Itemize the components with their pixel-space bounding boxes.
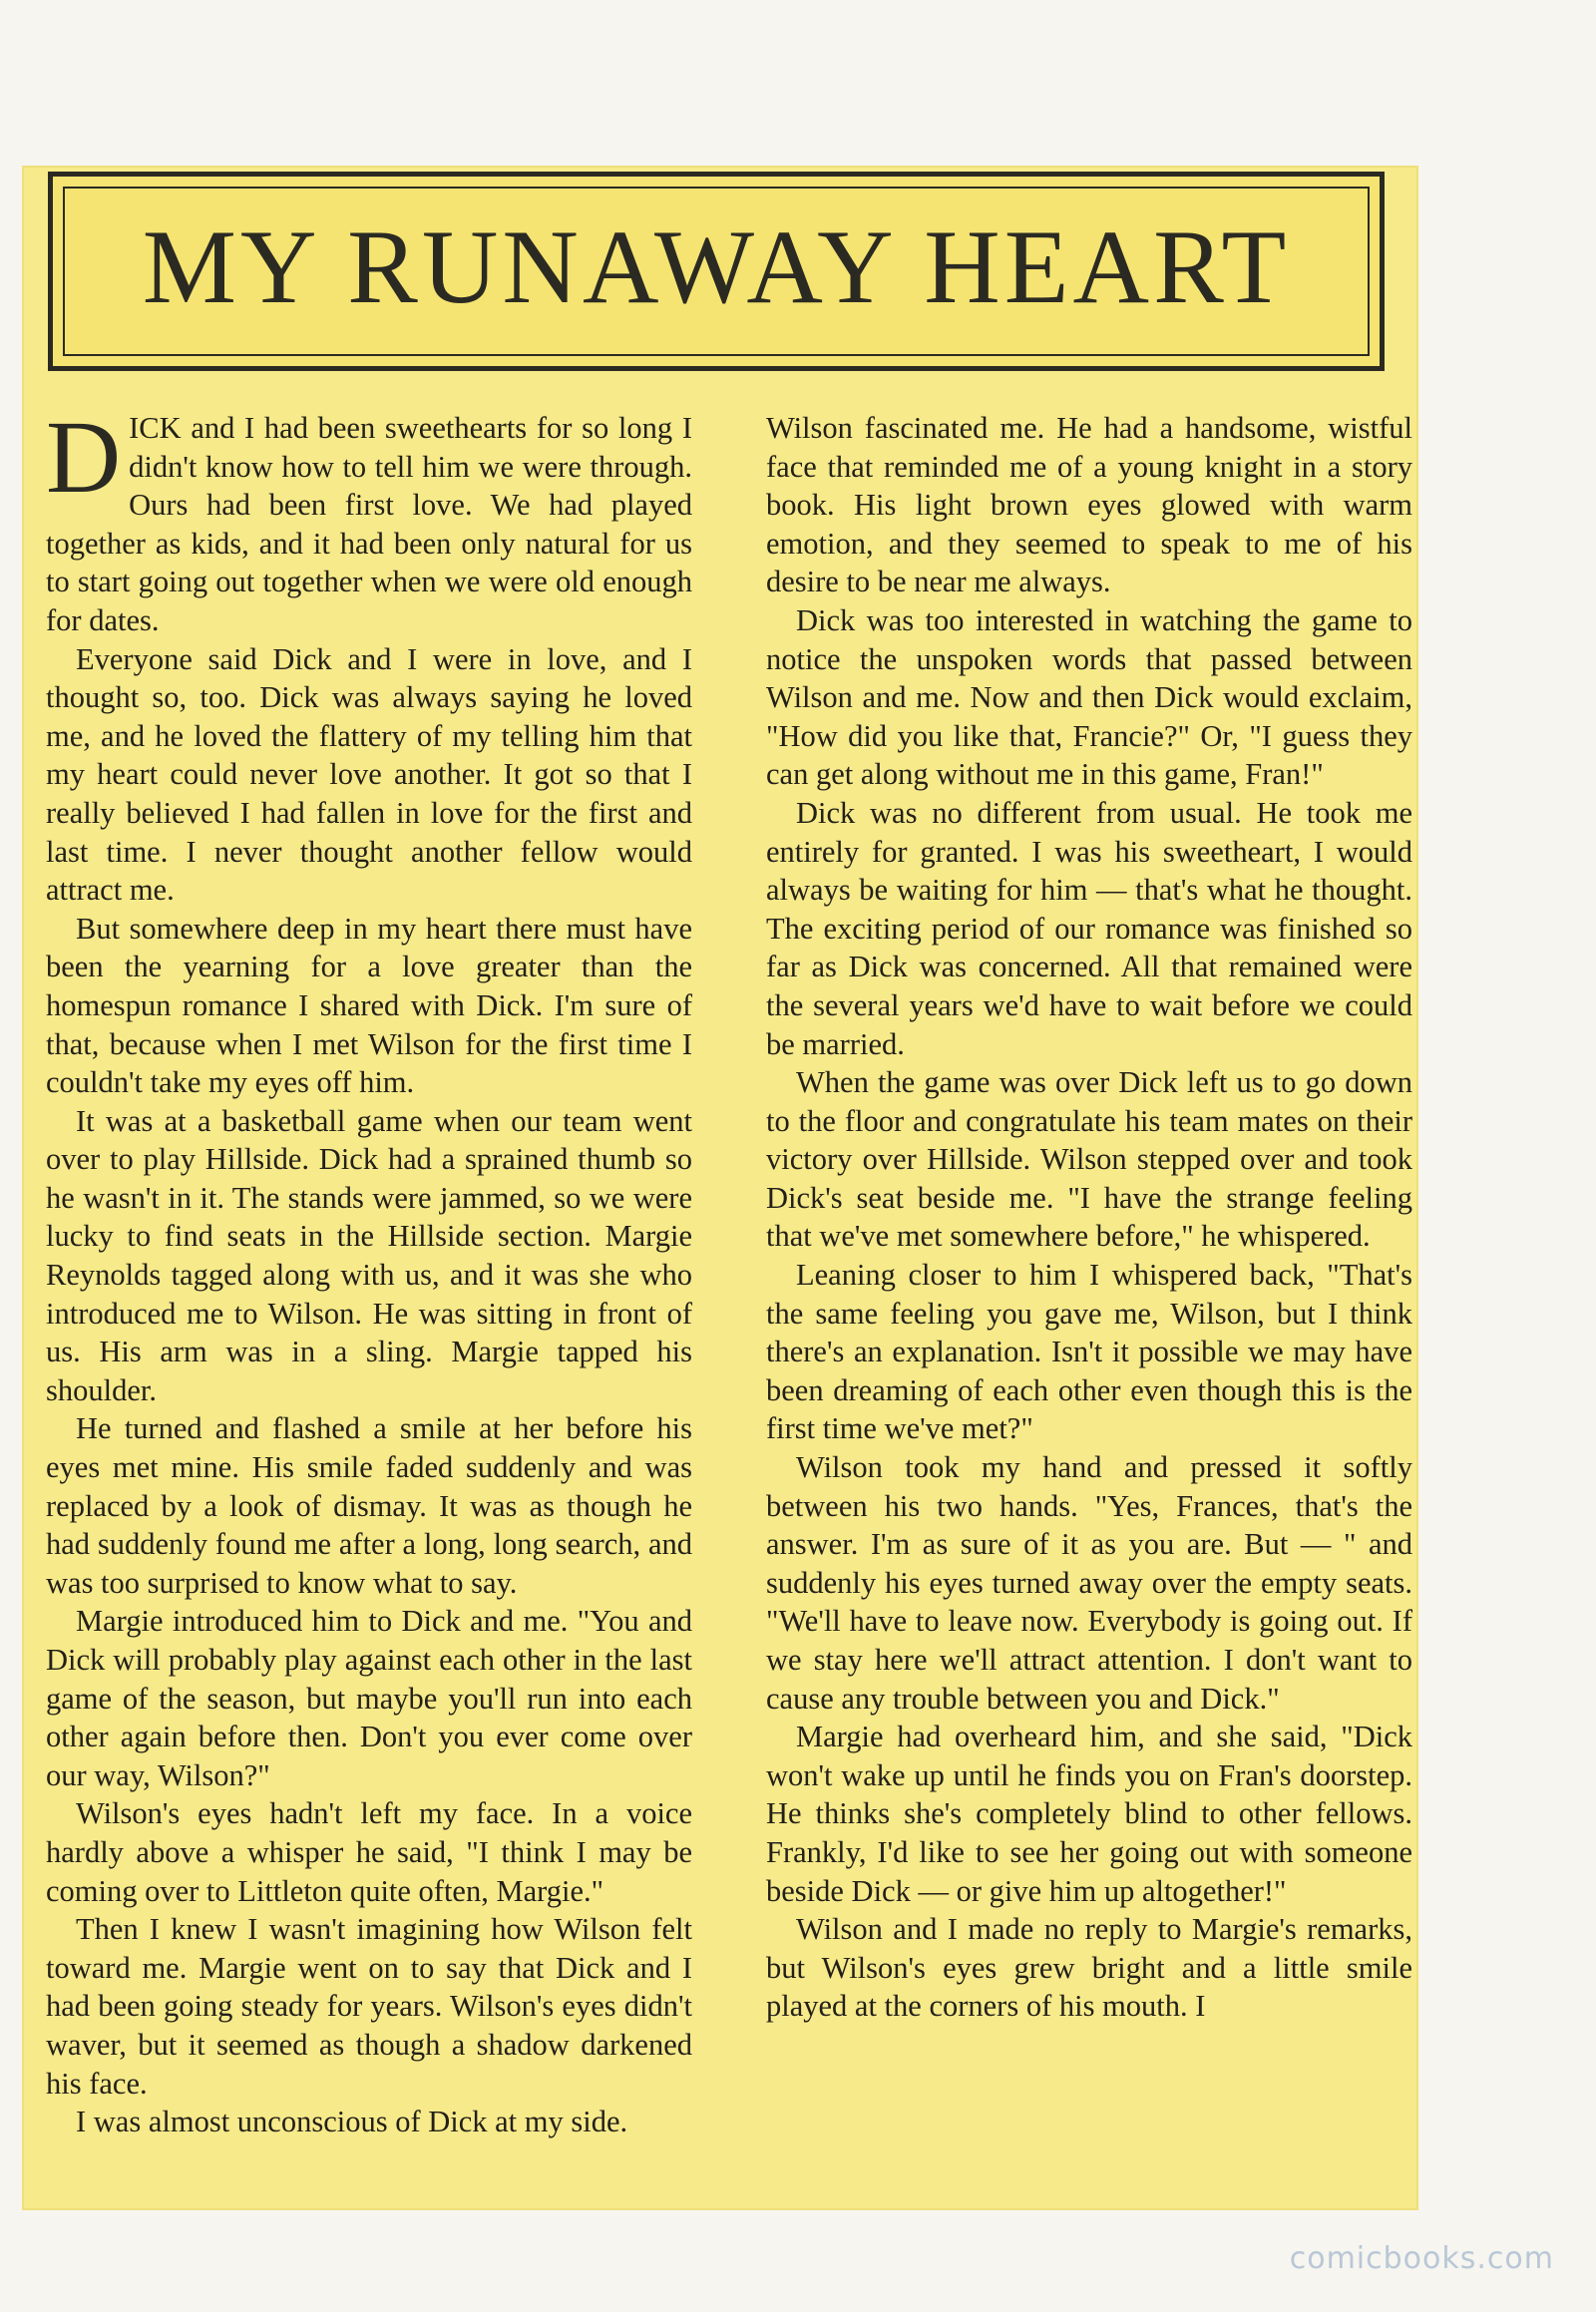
paragraph: Dick was too interested in watching the game to notice the unspoken words that passed between Wilson and me. Now and then Dick would exclaim, "How did you like that, Francie?" Or, "I guess they can get along without me in this game, Fran!" [766, 602, 1412, 792]
paragraph: It was at a basketball game when our team went over to play Hillside. Dick had a sprained thumb so he wasn't in it. The stands were jammed, so we were lucky to find seats in the Hillside section. Margie Reynolds tagged along with us, and it was she who introduced me to Wilson. He was sitting in front of us. His arm was in a sling. Margie tapped his shoulder. [46, 1103, 692, 1407]
watermark: comicbooks.com [1289, 2241, 1554, 2276]
paragraph: Wilson and I made no reply to Margie's remarks, but Wilson's eyes grew bright and a little smile played at the corners of his mouth. I [766, 1912, 1412, 2024]
paragraph: Margie introduced him to Dick and me. "You and Dick will probably play against each other in the last game of the season, but maybe you'll run into each other again before then. Don't you ever come over our way, Wilson?" [46, 1604, 692, 1792]
drop-cap: D [46, 400, 122, 515]
paragraph: Wilson's eyes hadn't left my face. In a voice hardly above a whisper he said, "I think I may be coming over to Littleton quite often, Margie." [46, 1796, 692, 1908]
paragraph: But somewhere deep in my heart there must have been the yearning for a love greater than the homespun romance I shared with Dick. I'm sure of that, because when I met Wilson for the first time I couldn't take my eyes off him. [46, 911, 692, 1100]
paragraph: Then I knew I wasn't imagining how Wilson felt toward me. Margie went on to say that Dick and I had been going steady for years. Wilson's eyes didn't waver, but it seemed as though a shadow darkened his face. [46, 1912, 692, 2101]
paragraph: I was almost unconscious of Dick at my side. [76, 2105, 628, 2139]
paragraph: He turned and flashed a smile at her before his eyes met mine. His smile faded suddenly and was replaced by a look of dismay. It was as though he had suddenly found me after a long, long search, and was too surprised to know what to say. [46, 1411, 692, 1600]
right-column [766, 409, 1412, 2026]
paragraph: Everyone said Dick and I were in love, and I thought so, too. Dick was always saying he loved me, and he loved the flattery of my telling him that my heart could never love another. It got so that I really believed I had fallen in love for the first and last time. I never thought another fellow would attract me. [46, 641, 692, 908]
paragraph: Wilson took my hand and pressed it softly between his two hands. "Yes, Frances, that's the answer. I'm as sure of it as you are. But — " and suddenly his eyes turned away over the empty seats. "We'll have to leave now. Everybody is going out. If we stay here we'll attract attention. I don't want to cause any trouble between you and Dick." [766, 1450, 1412, 1716]
story-page [22, 166, 1418, 2210]
left-column [46, 400, 692, 2141]
paragraph: Margie had overheard him, and she said, "Dick won't wake up until he finds you on Fran's doorstep. He thinks she's completely blind to other fellows. Frankly, I'd like to see her going out with someone beside Dick — or give him up altogether!" [766, 1720, 1412, 1908]
paragraph-text: ICK and I had been sweethearts for so long I didn't know how to tell him we were through. Ours had been first love. We had played together as kids, and it had been only natural for us to start going out together when we were old enough for dates. [46, 411, 692, 637]
paragraph: Dick was no different from usual. He took me entirely for granted. I was his sweetheart, I would always be waiting for him — that's what he thought. The exciting period of our romance was finished so far as Dick was concerned. All that remained were the several years we'd have to wait before we could be married. [766, 795, 1412, 1061]
paragraph: Leaning closer to him I whispered back, "That's the same feeling you gave me, Wilson, but I think there's an explanation. Isn't it possible we may have been dreaming of each other even though this is the first time we've met?" [766, 1258, 1412, 1446]
story-title: MY RUNAWAY HEART [142, 208, 1291, 325]
paragraph [46, 400, 692, 640]
title-box [48, 172, 1385, 371]
paragraph: When the game was over Dick left us to go down to the floor and congratulate his team mates on their victory over Hillside. Wilson stepped over and took Dick's seat beside me. "I have the strange feeling that we've met somewhere before," he whispered. [766, 1065, 1412, 1254]
paragraph: Wilson fascinated me. He had a handsome, wistful face that reminded me of a young knight in a story book. His light brown eyes glowed with warm emotion, and they seemed to speak to me of his desire to be near me always. [766, 411, 1412, 599]
